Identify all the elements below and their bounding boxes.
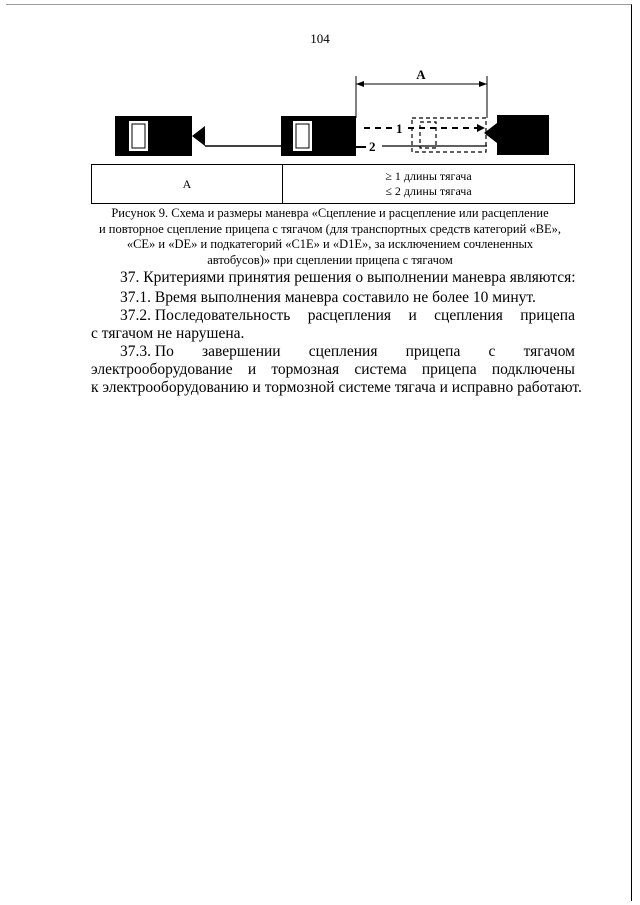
- dimension-arrow-right: [479, 81, 487, 87]
- caption-line-4: автобусов)» при сцеплении прицепа с тягачом: [207, 252, 453, 267]
- word: тягачом: [523, 343, 575, 360]
- caption-line-2: и повторное сцепление прицепа с тягачом (для транспортных средств категорий «BE»,: [98, 221, 562, 236]
- word: завершении: [202, 343, 281, 360]
- tractor-body: [281, 116, 356, 156]
- ghost-trailer-window: [420, 122, 436, 148]
- path-1-arrow: [477, 124, 485, 132]
- caption-line-1: Рисунок 9. Схема и размеры маневра «Сцепление и расцепление или расцепление: [111, 206, 549, 220]
- word: сцепления: [434, 307, 503, 324]
- paragraph-37-3-line3: к электрооборудованию и тормозной системе тягача и исправно работают.: [91, 379, 582, 396]
- maneuver-diagram: [0, 0, 640, 165]
- trailer-right-hitch: [484, 123, 497, 143]
- dimensions-table: [91, 164, 575, 204]
- value-min: ≥ 1 длины тягача: [385, 169, 472, 183]
- table-row: [92, 165, 575, 204]
- word: с: [488, 343, 496, 360]
- ghost-trailer-outline: [412, 118, 486, 152]
- trailer-right-body: [497, 115, 549, 155]
- word: прицепа: [421, 361, 477, 378]
- word: электрооборудование: [91, 361, 233, 378]
- paragraph-37-2-line1: [120, 306, 575, 326]
- paragraph-37-3-line1: [120, 342, 575, 362]
- paragraph-37: 37. Критериями принятия решения о выполнении маневра являются:: [120, 269, 576, 286]
- word: и: [247, 361, 257, 378]
- value-max: ≤ 2 длины тягача: [385, 184, 472, 198]
- word: 37.2. Последовательность: [120, 307, 291, 324]
- path-1-label: 1: [396, 121, 403, 136]
- paragraph-37-2-line2: с тягачом не нарушена.: [91, 325, 245, 342]
- word: расцепления: [307, 307, 392, 324]
- paragraph-37-1: 37.1. Время выполнения маневра составило не более 10 минут.: [120, 289, 536, 306]
- trailer-left-body: [115, 116, 192, 156]
- dimension-label: A: [416, 67, 426, 82]
- path-2-label: 2: [369, 139, 376, 154]
- dimension-arrow-left: [356, 81, 364, 87]
- word: прицепа: [405, 343, 461, 360]
- table-cell-param: A: [92, 165, 283, 204]
- caption-line-3: «CE» и «DE» и подкатегорий «C1E» и «D1E», за исключением сочлененных: [126, 237, 534, 251]
- word: подключены: [491, 361, 575, 378]
- page-number: 104: [310, 31, 330, 46]
- table-cell-value: [283, 165, 575, 204]
- paragraph-37-3-line2: [91, 360, 575, 380]
- word: система: [354, 361, 407, 378]
- word: тормозная: [271, 361, 340, 378]
- word: сцепления: [308, 343, 378, 360]
- figure-caption: [60, 206, 600, 268]
- word: 37.3. По: [120, 343, 174, 360]
- word: прицепа: [520, 307, 575, 324]
- trailer-left-hitch: [192, 126, 205, 146]
- word: и: [408, 307, 417, 324]
